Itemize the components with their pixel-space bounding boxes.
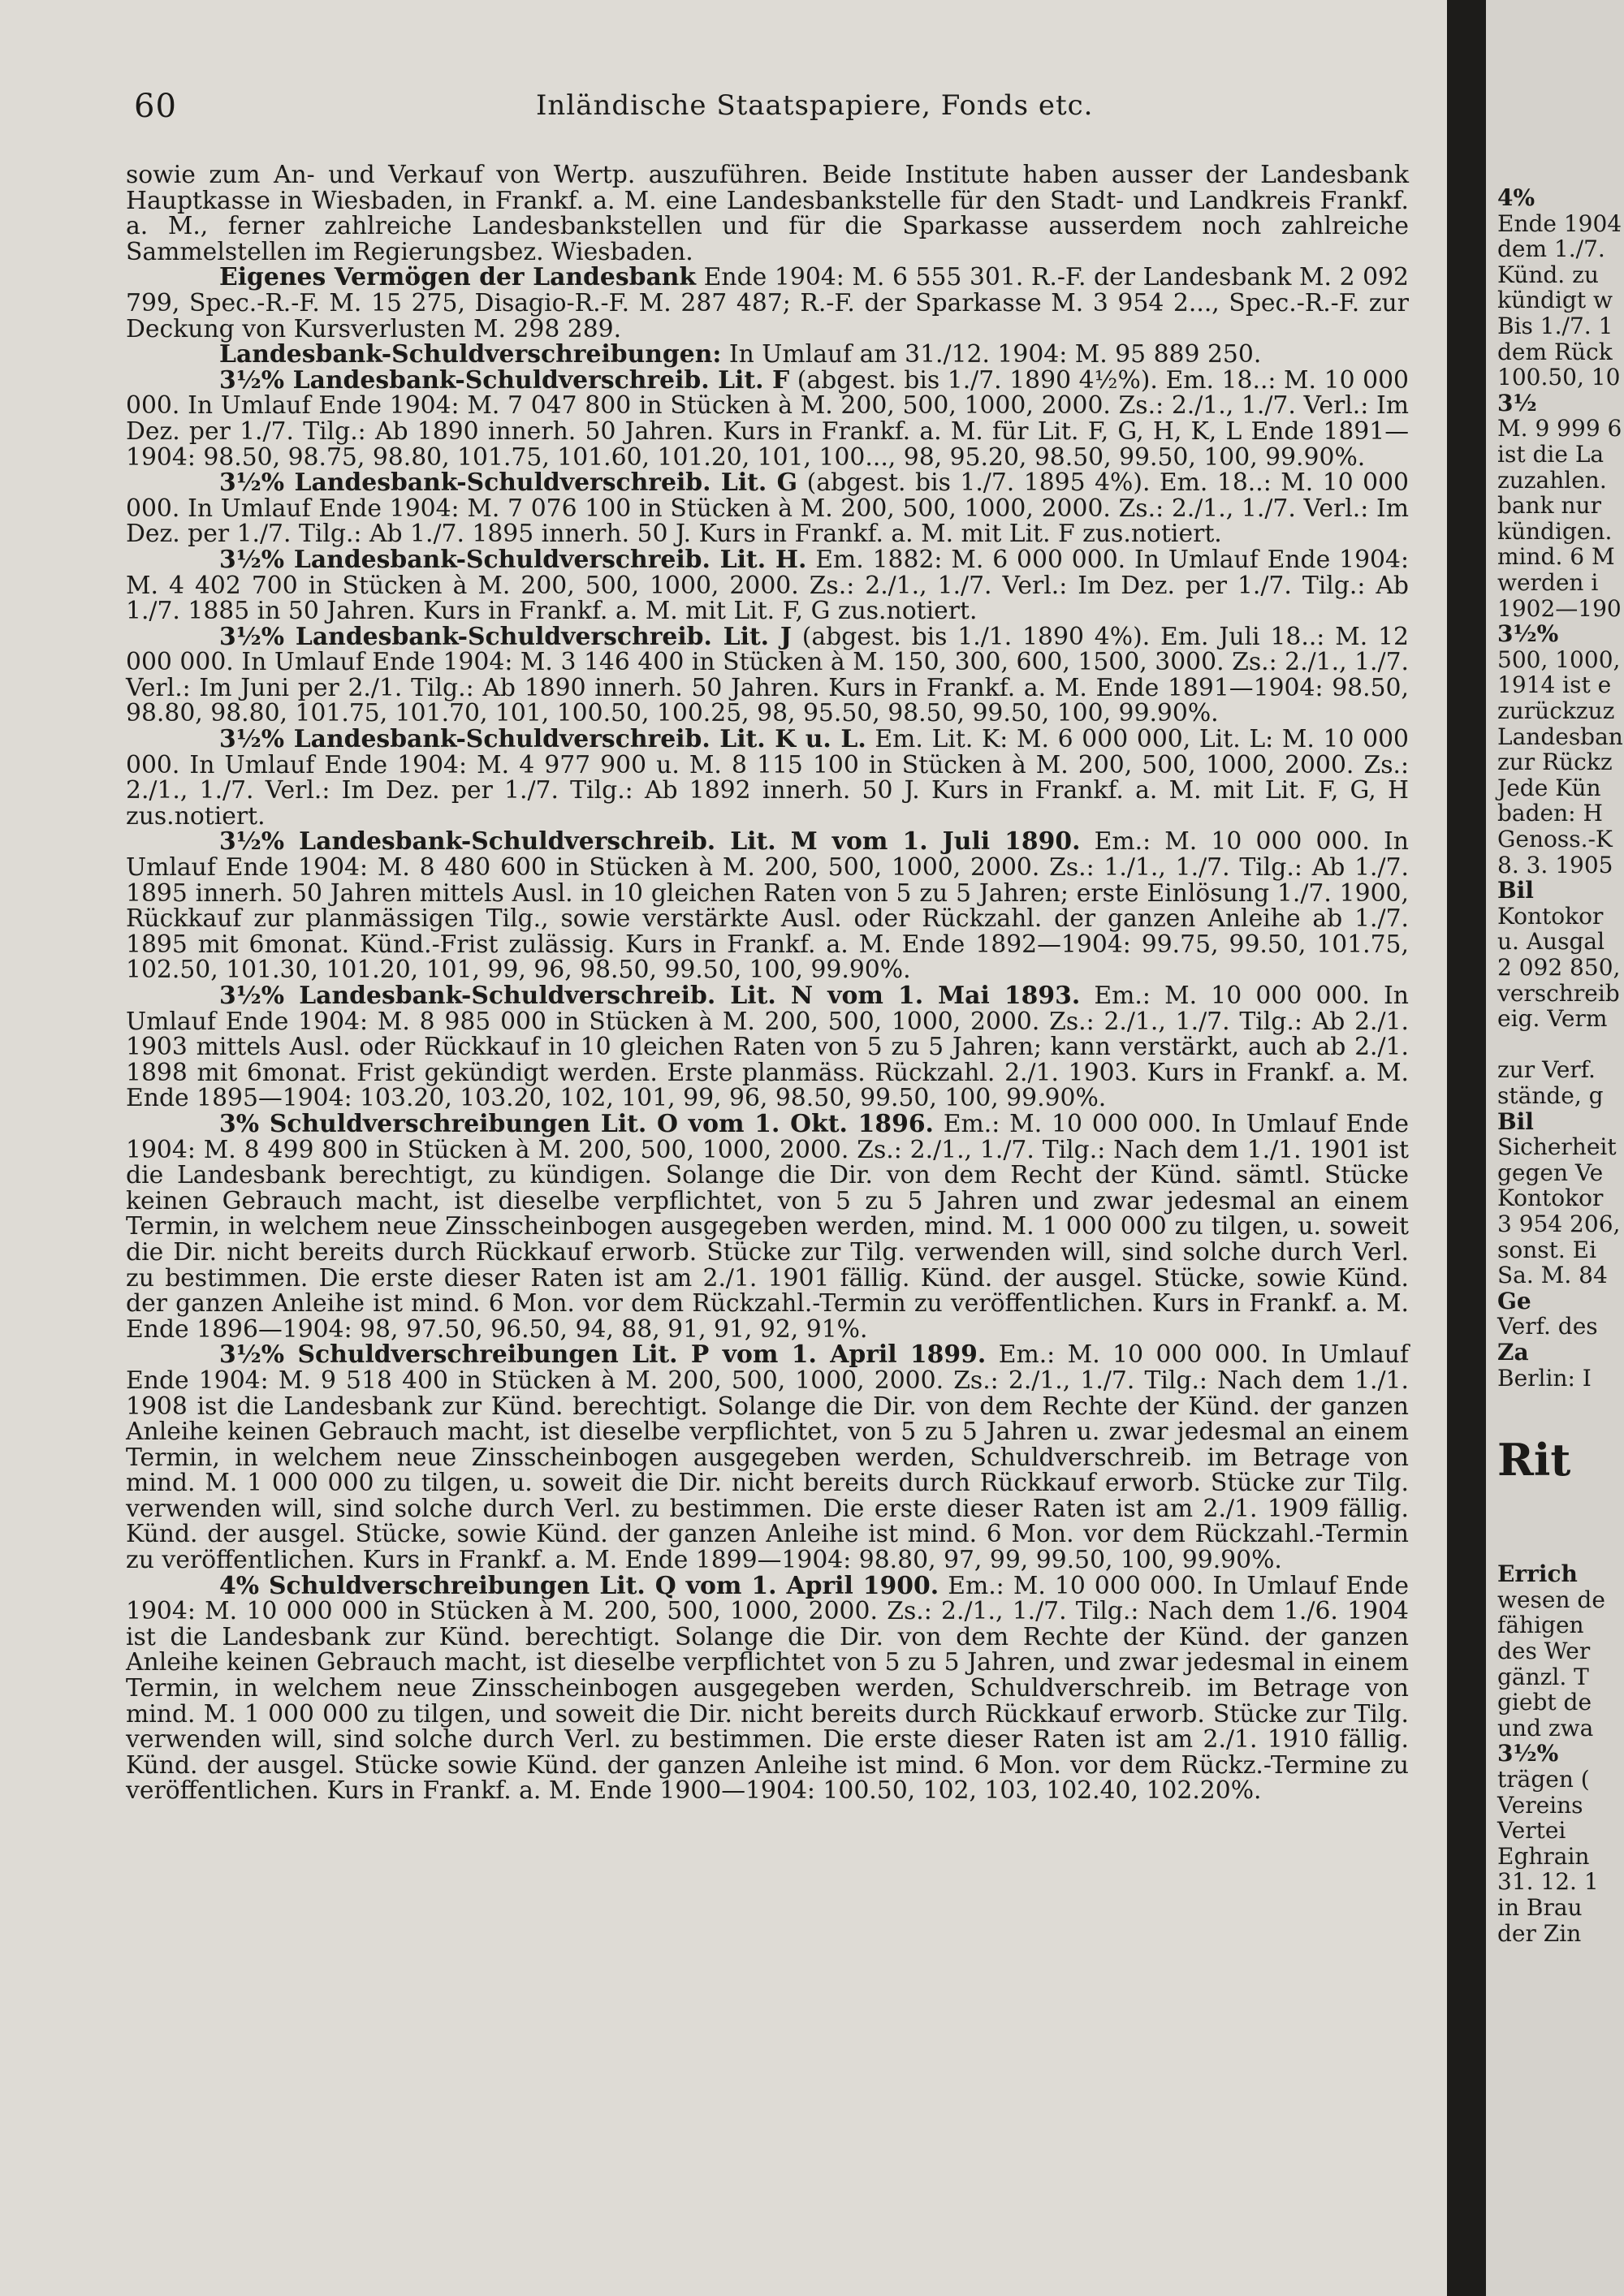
adjacent-page-line: Sicherheit bbox=[1497, 1133, 1617, 1161]
adjacent-page-line: Vertei bbox=[1497, 1817, 1566, 1845]
paragraph-text: (abgest. bis 1./1. 1890 4%). Em. Juli 18..: M. 12 000 000. In Umlauf Ende 1904: M. 3 146 400 in Stücken à M. 150, 300, 600, 1500, 3000. Zs.: 2./1., 1./7. Verl.: Im Juni per 2./1. Tilg.: Ab 1890 innerh. 50 Jahren. Kurs in Frankf. a. M. Ende 1891—1904: 98.50, 98.80, 98.80, 101.75, 101.70, 101, 100.50, 100.25, 98, 95.50, 98.50, 99.50, 100, 99.90%. bbox=[126, 622, 1409, 728]
adjacent-page-line: 500, 1000, bbox=[1497, 645, 1621, 673]
adjacent-page-line: 31. 12. 1 bbox=[1497, 1868, 1599, 1896]
adjacent-page-line: 1902—190 bbox=[1497, 594, 1622, 622]
adjacent-page-line: Errich bbox=[1497, 1560, 1578, 1588]
running-title: Inländische Staatspapiere, Fonds etc. bbox=[536, 89, 1094, 122]
adjacent-page-line: M. 9 999 6 bbox=[1497, 415, 1622, 442]
adjacent-page-line: eig. Verm bbox=[1497, 1005, 1608, 1033]
paragraph bbox=[126, 1342, 1409, 1573]
adjacent-page-line: sonst. Ei bbox=[1497, 1236, 1597, 1263]
adjacent-page-line: zurückzuz bbox=[1497, 697, 1615, 724]
adjacent-page-line: 3½ bbox=[1497, 389, 1537, 416]
adjacent-page-line: dem Rück bbox=[1497, 338, 1613, 365]
paragraph bbox=[126, 624, 1409, 727]
paragraph-heading: 3% Schuldverschreibungen Lit. O vom 1. Okt. 1896. bbox=[219, 1109, 934, 1138]
adjacent-page-line: ist die La bbox=[1497, 441, 1605, 468]
paragraph-text: Em.: M. 10 000 000. In Umlauf Ende 1904: M. 8 480 600 in Stücken à M. 200, 500, 1000, 2000. Zs.: 1./1., 1./7. Tilg.: Ab 1./7. 1895 innerh. 50 Jahren mittels Ausl. in 10 gleichen Raten von 5 zu 5 Jahren; erste Einlösung 1./7. 1900, Rückkauf zur planmässigen Tilg., sowie verstärkte Ausl. oder Rückzahl. der ganzen Anleihe ab 1./7. 1895 mit 6monat. Künd.-Frist zulässig. Kurs in Frankf. a. M. Ende 1892—1904: 99.75, 99.50, 101.75, 102.50, 101.30, 101.20, 101, 99, 96, 98.50, 99.50, 100, 99.90%. bbox=[126, 827, 1409, 985]
paragraph-heading: 3½% Landesbank-Schuldverschreib. Lit. N vom 1. Mai 1893. bbox=[219, 982, 1081, 1010]
paragraph-text: Em. 1882: M. 6 000 000. In Umlauf Ende 1904: M. 4 402 700 in Stücken à M. 200, 500, 1000, 2000. Zs.: 2./1., 1./7. Verl.: Im Dez. per 1./7. Tilg.: Ab 1./7. 1885 in 50 Jahren. Kurs in Frankf. a. M. mit Lit. F, G zus.notiert. bbox=[126, 545, 1409, 626]
adjacent-page-line: dem 1./7. bbox=[1497, 235, 1605, 263]
paragraph-text: Em.: M. 10 000 000. In Umlauf Ende 1904: M. 8 499 800 in Stücken à M. 200, 500, 1000, 2000. Zs.: 2./1., 1./7. Tilg.: Nach dem 1./1. 1901 ist die Landesbank berechtigt, zu kündigen. Solange die Dir. von dem Recht der Künd. sämtl. Stücke keinen Gebrauch macht, ist dieselbe verpflichtet, von 5 zu 5 Jahren und zwar jedesmal an einem Termin, in welchem neue Zinsscheinbogen ausgegeben werden, mind. M. 1 000 000 zu tilgen, u. soweit die Dir. nicht bereits durch Rückkauf erworb. Stücke zur Tilg. verwenden will, sind solche durch Verl. zu bestimmen. Die erste dieser Raten ist am 2./1. 1901 fällig. Künd. der ausgel. Stücke, sowie Künd. der ganzen Anleihe ist mind. 6 Mon. vor dem Rückzahl.-Termin zu veröffentlichen. Kurs in Frankf. a. M. Ende 1896—1904: 98, 97.50, 96.50, 94, 88, 91, 91, 92, 91%. bbox=[126, 1109, 1409, 1344]
paragraph-heading: 3½% Schuldverschreibungen Lit. P vom 1. April 1899. bbox=[219, 1340, 987, 1370]
adjacent-page-line: Berlin: I bbox=[1497, 1364, 1592, 1392]
body-text bbox=[126, 162, 1409, 1804]
paragraph bbox=[126, 265, 1409, 342]
adjacent-page-line: kündigt w bbox=[1497, 287, 1613, 314]
page-gutter bbox=[1447, 0, 1486, 2296]
adjacent-page-line: Rit bbox=[1497, 1434, 1571, 1487]
adjacent-page-line: Bil bbox=[1497, 877, 1534, 904]
paragraph bbox=[126, 547, 1409, 624]
adjacent-page-line: Künd. zu bbox=[1497, 261, 1599, 288]
adjacent-page-line: 3 954 206, bbox=[1497, 1211, 1621, 1237]
adjacent-page-line: Landesban bbox=[1497, 723, 1623, 750]
paragraph-heading: 3½% Landesbank-Schuldverschreib. Lit. J bbox=[219, 622, 792, 651]
adjacent-page-line: Ge bbox=[1497, 1287, 1531, 1314]
adjacent-page-line: Genoss.-K bbox=[1497, 826, 1613, 852]
adjacent-page-line: zur Rückz bbox=[1497, 749, 1613, 776]
paragraph bbox=[126, 162, 1409, 265]
paragraph-heading: 3½% Landesbank-Schuldverschreib. Lit. M vom 1. Juli 1890. bbox=[219, 827, 1081, 857]
paragraph bbox=[126, 342, 1409, 368]
page-header bbox=[134, 88, 1417, 136]
paragraph bbox=[126, 365, 1409, 472]
adjacent-page-line: 3½% bbox=[1497, 620, 1559, 648]
adjacent-page-line: wesen de bbox=[1497, 1586, 1605, 1613]
adjacent-page-line: gänzl. T bbox=[1497, 1663, 1589, 1690]
adjacent-page-line: Ende 1904 bbox=[1497, 209, 1622, 237]
adjacent-page-line: kündigen. bbox=[1497, 517, 1613, 545]
adjacent-page-line: bank nur bbox=[1497, 492, 1601, 520]
paragraph bbox=[126, 1111, 1409, 1342]
adjacent-page-line: und zwa bbox=[1497, 1714, 1594, 1741]
adjacent-page-line: stände, g bbox=[1497, 1082, 1604, 1109]
adjacent-page-line: mind. 6 M bbox=[1497, 543, 1615, 571]
paragraph-heading: 3½% Landesbank-Schuldverschreib. Lit. K u. L. bbox=[219, 725, 866, 754]
paragraph bbox=[126, 1573, 1409, 1804]
page-number: 60 bbox=[134, 88, 177, 125]
adjacent-page-line: 2 092 850, bbox=[1497, 954, 1621, 981]
paragraph-text: Ende 1904: M. 6 555 301. R.-F. der Landesbank M. 2 092 799, Spec.-R.-F. M. 15 275, Disagio-R.-F. M. 287 487; R.-F. der Sparkasse M. 3 954 2..., Spec.-R.-F. zur Deckung von Kursverlusten M. 298 289. bbox=[126, 263, 1410, 343]
paragraph-text: (abgest. bis 1./7. 1895 4%). Em. 18..: M. 10 000 000. In Umlauf Ende 1904: M. 7 076 100 in Stücken à M. 200, 500, 1000, 2000. Zs.: 2./1., 1./7. Verl.: Im Dez. per 1./7. Tilg.: Ab 1./7. 1895 innerh. 50 J. Kurs in Frankf. a. M. mit Lit. F zus.notiert. bbox=[126, 468, 1410, 549]
paragraph bbox=[126, 727, 1409, 829]
paragraph-heading: 3½% Landesbank-Schuldverschreib. Lit. G bbox=[219, 468, 798, 498]
adjacent-page-line: Bil bbox=[1497, 1107, 1534, 1135]
adjacent-page-line: trägen ( bbox=[1497, 1766, 1590, 1793]
adjacent-page-line: Kontokor bbox=[1497, 1185, 1604, 1212]
adjacent-page-line: der Zin bbox=[1497, 1919, 1582, 1947]
adjacent-page-line: Bis 1./7. 1 bbox=[1497, 313, 1613, 339]
paragraph bbox=[126, 829, 1409, 983]
adjacent-page-line: fähigen bbox=[1497, 1612, 1584, 1639]
adjacent-page-line: Sa. M. 84 bbox=[1497, 1262, 1608, 1289]
adjacent-page-line: 3½% bbox=[1497, 1740, 1559, 1767]
paragraph bbox=[126, 470, 1409, 547]
adjacent-page-line: Za bbox=[1497, 1339, 1529, 1366]
adjacent-page-line: 1914 ist e bbox=[1497, 671, 1612, 699]
paragraph-text: Em.: M. 10 000 000. In Umlauf Ende 1904: M. 10 000 000 in Stücken à M. 200, 500, 1000, 2000. Zs.: 2./1., 1./7. Tilg.: Nach dem 1./6. 1904 ist die Landesbank zur Künd. berechtigt. Solange die Dir. von dem Rechte der Künd. der ganzen Anleihe keinen Gebrauch macht, ist dieselbe verpflichtet von 5 zu 5 Jahren, und zwar jedesmal in einem Termin, in welchem neue Zinsscheinbogen ausgegeben werden, Schuldverschreib. im Betrage von mind. M. 1 000 000 zu tilgen, und soweit die Dir. nicht bereits durch Rückkauf erworb. Stücke zur Tilg. verwenden will, sind solche durch Verl. zu bestimmen. Die erste dieser Raten ist am 2./1. 1910 fällig. Künd. der ausgel. Stücke sowie Künd. der ganzen Anleihe ist mind. 6 Mon. vor dem Rückz.-Termine zu veröffentlichen. Kurs in Frankf. a. M. Ende 1900—1904: 100.50, 102, 103, 102.40, 102.20%. bbox=[126, 1571, 1409, 1806]
adjacent-page-line: Verf. des bbox=[1497, 1313, 1598, 1340]
adjacent-page-line: werden i bbox=[1497, 569, 1599, 596]
adjacent-page-fragment bbox=[1486, 0, 1624, 2296]
paragraph-text: Em.: M. 10 000 000. In Umlauf Ende 1904: M. 9 518 400 in Stücken à M. 200, 500, 1000, 2000. Zs.: 2./1., 1./7. Tilg.: Nach dem 1./1. 1908 ist die Landesbank zur Künd. berechtigt. Solange die Dir. von dem Rechte der Künd. der ganzen Anleihe keinen Gebrauch macht, ist dieselbe verpflichtet, von 5 zu 5 Jahren u. zwar jedesmal an einem Termin, in welchem neue Zinsscheinbogen ausgegeben werden, Schuldverschreib. im Betrage von mind. M. 1 000 000 zu tilgen, u. soweit die Dir. nicht bereits durch Rückkauf erworb. Stücke zur Tilg. verwenden will, sind solche durch Verl. zu bestimmen. Die erste dieser Raten ist am 2./1. 1909 fällig. Künd. der ausgel. Stücke, sowie Künd. der ganzen Anleihe ist mind. 6 Mon. vor dem Rückzahl.-Termin zu veröffentlichen. Kurs in Frankf. a. M. Ende 1899—1904: 98.80, 97, 99, 99.50, 100, 99.90%. bbox=[126, 1340, 1409, 1575]
adjacent-page-line: Vereins bbox=[1497, 1791, 1583, 1819]
paragraph-text: In Umlauf am 31./12. 1904: M. 95 889 250. bbox=[721, 340, 1262, 369]
paragraph-text: sowie zum An- und Verkauf von Wertp. auszuführen. Beide Institute haben ausser der Landesbank Hauptkasse in Wiesbaden, in Frankf. a. M. eine Landesbankstelle für den Stadt- und Landkreis Frankf. a. M., ferner zahlreiche Landesbankstellen und für die Sparkasse ausserdem noch zahlreiche Sammelstellen im Regierungsbez. Wiesbaden. bbox=[126, 161, 1409, 266]
adjacent-page-line: 4% bbox=[1497, 184, 1535, 211]
paragraph-heading: Landesbank-Schuldverschreibungen: bbox=[219, 340, 722, 369]
adjacent-page-line: zuzahlen. bbox=[1497, 466, 1607, 494]
adjacent-page-line: Kontokor bbox=[1497, 902, 1604, 930]
adjacent-page-line: verschreib bbox=[1497, 979, 1620, 1007]
paragraph-text: Em.: M. 10 000 000. In Umlauf Ende 1904: M. 8 985 000 in Stücken à M. 200, 500, 1000, 2000. Zs.: 2./1., 1./7. Tilg.: Ab 2./1. 1903 mittels Ausl. oder Rückkauf in 10 gleichen Raten von 5 zu 5 Jahren; kann verstärkt, auch ab 2./1. 1898 mit 6monat. Frist gekündigt werden. Erste planmäss. Rückzahl. 2./1. 1903. Kurs in Frankf. a. M. Ende 1895—1904: 103.20, 103.20, 102, 101, 99, 96, 98.50, 99.50, 100, 99.90%. bbox=[126, 982, 1409, 1113]
paragraph-heading: 4% Schuldverschreibungen Lit. Q vom 1. April 1900. bbox=[219, 1571, 939, 1600]
paragraph-heading: 3½% Landesbank-Schuldverschreib. Lit. F bbox=[219, 365, 790, 395]
adjacent-page-line: giebt de bbox=[1497, 1689, 1592, 1716]
adjacent-page-line: Eghrain bbox=[1497, 1842, 1590, 1870]
adjacent-page-line: 100.50, 10 bbox=[1497, 364, 1621, 391]
paragraph bbox=[126, 983, 1409, 1111]
adjacent-page-line: Jede Kün bbox=[1497, 774, 1601, 801]
paragraph-text: Em. Lit. K: M. 6 000 000, Lit. L: M. 10 000 000. In Umlauf Ende 1904: M. 4 977 900 u. M. 8 115 100 in Stücken à M. 200, 500, 1000, 2000. Zs.: 2./1., 1./7. Verl.: Im Dez. per 1./7. Tilg.: Ab 1892 innerh. 50 J. Kurs in Frankf. a. M. mit Lit. F, G, H zus.notiert. bbox=[126, 725, 1410, 831]
paragraph-heading: 3½% Landesbank-Schuldverschreib. Lit. H. bbox=[219, 545, 807, 574]
adjacent-page-line: 8. 3. 1905 bbox=[1497, 851, 1613, 878]
adjacent-page-line: des Wer bbox=[1497, 1638, 1591, 1664]
adjacent-page-line: baden: H bbox=[1497, 800, 1603, 827]
adjacent-page-line: zur Verf. bbox=[1497, 1056, 1596, 1084]
adjacent-page-line: u. Ausgal bbox=[1497, 928, 1605, 956]
paragraph-heading: Eigenes Vermögen der Landesbank bbox=[219, 263, 697, 292]
adjacent-page-line: in Brau bbox=[1497, 1894, 1583, 1921]
paragraph-text: (abgest. bis 1./7. 1890 4½%). Em. 18..: M. 10 000 000. In Umlauf Ende 1904: M. 7 047 800 in Stücken à M. 200, 500, 1000, 2000. Zs.: 2./1., 1./7. Verl.: Im Dez. per 1./7. Tilg.: Ab 1890 innerh. 50 Jahren. Kurs in Frankf. a. M. für Lit. F, G, H, K, L Ende 1891—1904: 98.50, 98.75, 98.80, 101.75, 101.60, 101.20, 101, 100..., 98, 95.20, 98.50, 99.50, 100, 99.90%. bbox=[126, 365, 1409, 472]
adjacent-page-line: gegen Ve bbox=[1497, 1159, 1604, 1186]
